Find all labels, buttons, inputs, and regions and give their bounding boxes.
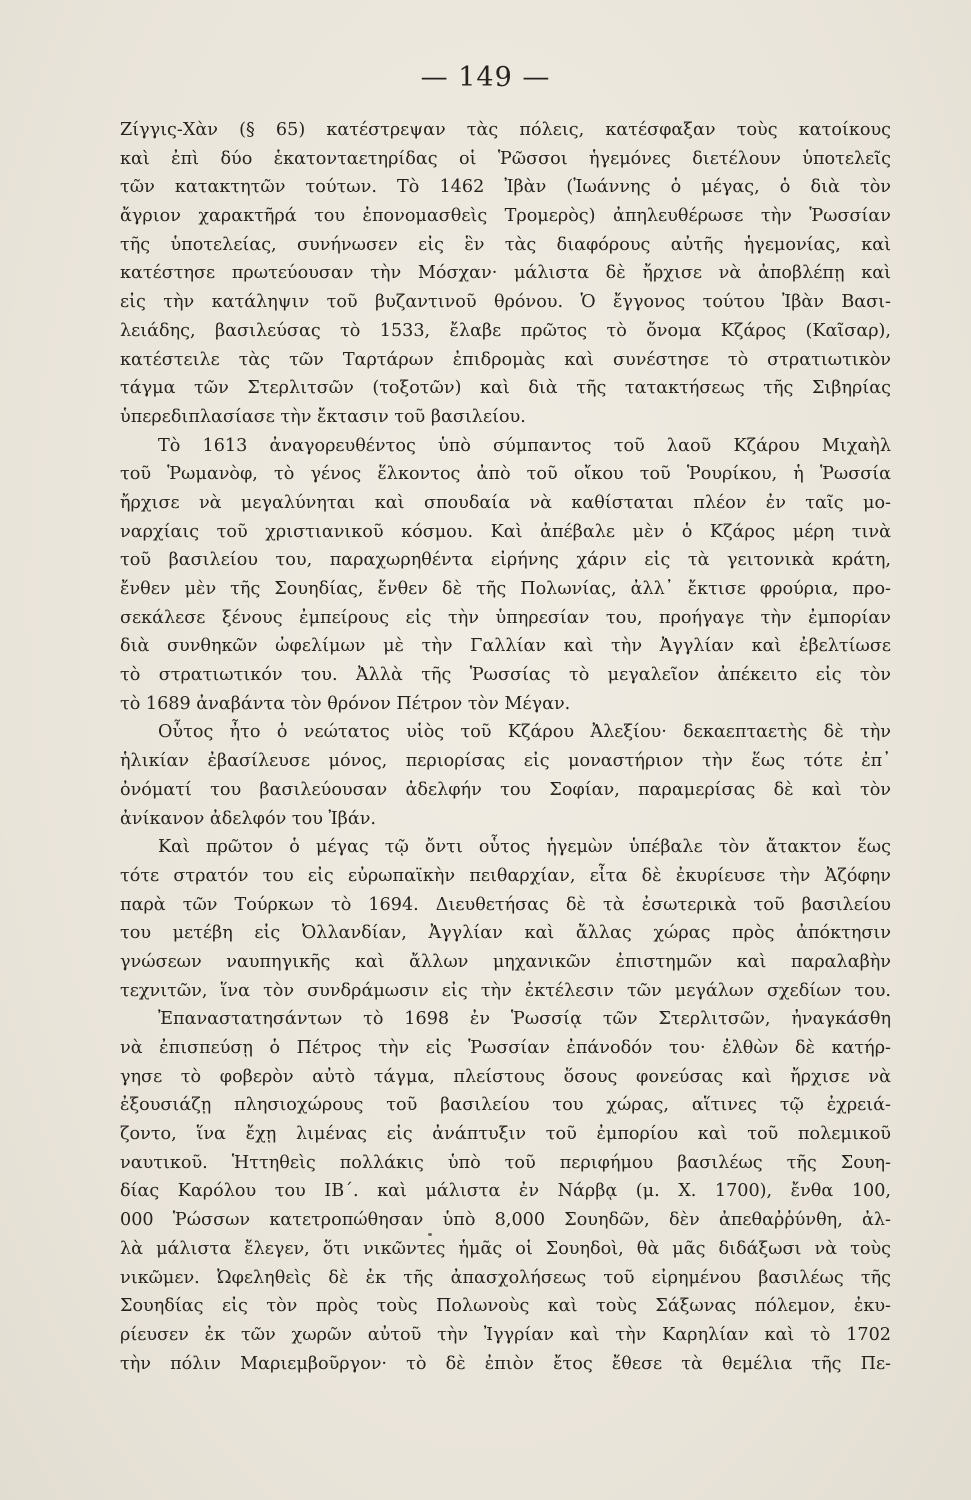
text-line: ἡλικίαν ἐβασίλευσε μόνος, περιορίσας εἰς μοναστήριον τὴν ἕως τότε ἐπ᾿: [120, 751, 891, 772]
text-line: ναυτικοῦ. Ἡττηθεὶς πολλάκις ὑπὸ τοῦ περιφήμου βασιλέως τῆς Σουη-: [120, 1152, 891, 1173]
text-line: Οὗτος ἦτο ὁ νεώτατος υἱὸς τοῦ Κζάρου Ἀλεξίου· δεκαεπταετὴς δὲ τὴν: [158, 722, 891, 743]
text-line: ἄγριον χαρακτῆρά του ἐπονομασθεὶς Τρομερὸς) ἀπηλευθέρωσε τὴν Ῥωσσίαν: [120, 206, 891, 227]
text-line: 000 Ῥώσσων κατετροπώθησαν ὑπὸ 8,000 Σουηδῶν, δὲν ἀπεθαῤῥύνθη, ἀλ-: [120, 1210, 891, 1231]
text-line: τῶν κατακτητῶν τούτων. Τὸ 1462 Ἰβὰν (Ἰωάννης ὁ μέγας, ὁ διὰ τὸν: [120, 177, 891, 198]
text-line: σεκάλεσε ξένους ἐμπείρους εἰς τὴν ὑπηρεσίαν του, προήγαγε τὴν ἐμπορίαν: [120, 607, 891, 628]
text-line: λειάδης, βασιλεύσας τὸ 1533, ἔλαβε πρῶτος τὸ ὄνομα Κζάρος (Καῖσαρ),: [120, 320, 891, 341]
text-line: ρίευσεν ἐκ τῶν χωρῶν αὐτοῦ τὴν Ἰγγρίαν καὶ τὴν Καρηλίαν καὶ τὸ 1702: [120, 1324, 891, 1345]
page-number: — 149 —: [420, 62, 551, 93]
text-line: κατέστειλε τὰς τῶν Ταρτάρων ἐπιδρομὰς καὶ συνέστησε τὸ στρατιωτικὸν: [120, 349, 891, 370]
text-line: κατέστησε πρωτεύουσαν τὴν Μόσχαν· μάλιστα δὲ ἤρχισε νὰ ἀποβλέπῃ καὶ: [120, 263, 891, 284]
body-text: [120, 116, 891, 1378]
paragraph-2: [120, 432, 891, 719]
text-line: τὸ 1689 ἀναβάντα τὸν θρόνον Πέτρον τὸν Μέγαν.: [120, 693, 571, 714]
text-line: τῆς ὑποτελείας, συνήνωσεν εἰς ἓν τὰς διαφόρους αὐτῆς ἡγεμονίας, καὶ: [120, 234, 891, 255]
text-line: διὰ συνθηκῶν ὠφελίμων μὲ τὴν Γαλλίαν καὶ τὴν Ἀγγλίαν καὶ ἐβελτίωσε: [120, 636, 891, 657]
paragraph-4: [120, 833, 891, 1005]
text-line: καὶ ἐπὶ δύο ἑκατονταετηρίδας οἱ Ῥῶσσοι ἡγεμόνες διετέλουν ὑποτελεῖς: [120, 148, 891, 169]
text-line: λὰ μάλιστα ἔλεγεν, ὅτι νικῶντες ἡμᾶς οἱ Σουηδοὶ, θὰ μᾶς διδάξωσι νὰ τοὺς: [120, 1238, 891, 1259]
text-line: νὰ ἐπισπεύσῃ ὁ Πέτρος τὴν εἰς Ῥωσσίαν ἐπάνοδόν του· ἐλθὼν δὲ κατήρ-: [120, 1038, 891, 1058]
text-line: Ζίγγις-Χὰν (§ 65) κατέστρεψαν τὰς πόλεις, κατέσφαξαν τοὺς κατοίκους: [120, 120, 891, 140]
text-line: τάγμα τῶν Στερλιτσῶν (τοξοτῶν) καὶ διὰ τῆς τατακτήσεως τῆς Σιβηρίας: [120, 378, 891, 399]
text-line: ἔνθεν μὲν τῆς Σουηδίας, ἔνθεν δὲ τῆς Πολωνίας, ἀλλ᾿ ἔκτισε φρούρια, προ-: [120, 579, 891, 599]
text-line: Σουηδίας εἰς τὸν πρὸς τοὺς Πολωνοὺς καὶ τοὺς Σάξωνας πόλεμον, ἐκυ-: [120, 1296, 891, 1317]
text-line: Καὶ πρῶτον ὁ μέγας τῷ ὄντι οὗτος ἡγεμὼν ὑπέβαλε τὸν ἄτακτον ἕως: [158, 837, 891, 858]
text-line: τεχνιτῶν, ἵνα τὸν συνδράμωσιν εἰς τὴν ἐκτέλεσιν τῶν μεγάλων σχεδίων του.: [120, 980, 891, 1001]
text-line: παρὰ τῶν Τούρκων τὸ 1694. Διευθετήσας δὲ τὰ ἐσωτερικὰ τοῦ βασιλείου: [120, 894, 891, 915]
text-line: ἐξουσιάζῃ πλησιοχώρους τοῦ βασιλείου του χώρας, αἵτινες τῷ ἐχρειά-: [120, 1095, 891, 1116]
text-line: τὴν πόλιν Μαριεμβοῦργον· τὸ δὲ ἐπιὸν ἔτος ἔθεσε τὰ θεμέλια τῆς Πε-: [120, 1353, 891, 1374]
text-line: νικῶμεν. Ὠφεληθεὶς δὲ ἐκ τῆς ἀπασχολήσεως τοῦ εἰρημένου βασιλέως τῆς: [120, 1267, 891, 1288]
text-line: γνώσεων ναυπηγικῆς καὶ ἄλλων μηχανικῶν ἐπιστημῶν καὶ παραλαβὴν: [120, 951, 891, 972]
text-line: Τὸ 1613 ἀναγορευθέντος ὑπὸ σύμπαντος τοῦ λαοῦ Κζάρου Μιχαὴλ: [158, 435, 891, 456]
text-line: εἰς τὴν κατάληψιν τοῦ βυζαντινοῦ θρόνου. Ὁ ἔγγονος τούτου Ἰβὰν Βασι-: [120, 292, 891, 313]
text-line: γησε τὸ φοβερὸν αὐτὸ τάγμα, πλείστους ὅσους φονεύσας καὶ ἤρχισε νὰ: [120, 1066, 891, 1087]
text-line: Ἐπαναστατησάντων τὸ 1698 ἐν Ῥωσσίᾳ τῶν Στερλιτσῶν, ἠναγκάσθη: [158, 1009, 891, 1030]
text-line: ὑπερεδιπλασίασε τὴν ἔκτασιν τοῦ βασιλείου.: [120, 406, 526, 427]
text-line: ἤρχισε νὰ μεγαλύνηται καὶ σπουδαία νὰ καθίσταται πλέον ἐν ταῖς μο-: [120, 492, 891, 513]
text-line: ἀνίκανον ἀδελφόν του Ἰβάν.: [120, 808, 376, 829]
text-line: δίας Καρόλου του ΙΒ΄. καὶ μάλιστα ἐν Νάρβᾳ (μ. Χ. 1700), ἔνθα 100,: [120, 1181, 891, 1202]
print-speck: [428, 1233, 432, 1236]
text-line: τοῦ Ῥωμανὸφ, τὸ γένος ἕλκοντος ἀπὸ τοῦ οἴκου τοῦ Ῥουρίκου, ἡ Ῥωσσία: [120, 464, 891, 485]
text-line: ὀνόματί του βασιλεύουσαν ἀδελφήν του Σοφίαν, παραμερίσας δὲ καὶ τὸν: [120, 779, 891, 800]
text-line: τὸ στρατιωτικόν του. Ἀλλὰ τῆς Ῥωσσίας τὸ μεγαλεῖον ἀπέκειτο εἰς τὸν: [120, 665, 891, 686]
text-line: τότε στρατόν του εἰς εὐρωπαϊκὴν πειθαρχίαν, εἶτα δὲ ἐκυρίευσε τὴν Ἀζόφην: [120, 865, 891, 886]
paragraph-3: [120, 718, 891, 833]
text-line: ζοντο, ἵνα ἔχῃ λιμένας εἰς ἀνάπτυξιν τοῦ ἐμπορίου καὶ τοῦ πολεμικοῦ: [120, 1124, 891, 1145]
text-line: τοῦ βασιλείου του, παραχωρηθέντα εἰρήνης χάριν εἰς τὰ γειτονικὰ κράτη,: [120, 550, 891, 571]
paragraph-1: [120, 116, 891, 432]
paragraph-5: [120, 1005, 891, 1378]
text-line: ναρχίαις τοῦ χριστιανικοῦ κόσμου. Καὶ ἀπέβαλε μὲν ὁ Κζάρος μέρη τινὰ: [120, 521, 891, 542]
text-line: του μετέβη εἰς Ὀλλανδίαν, Ἀγγλίαν καὶ ἄλλας χώρας πρὸς ἀπόκτησιν: [120, 923, 891, 944]
